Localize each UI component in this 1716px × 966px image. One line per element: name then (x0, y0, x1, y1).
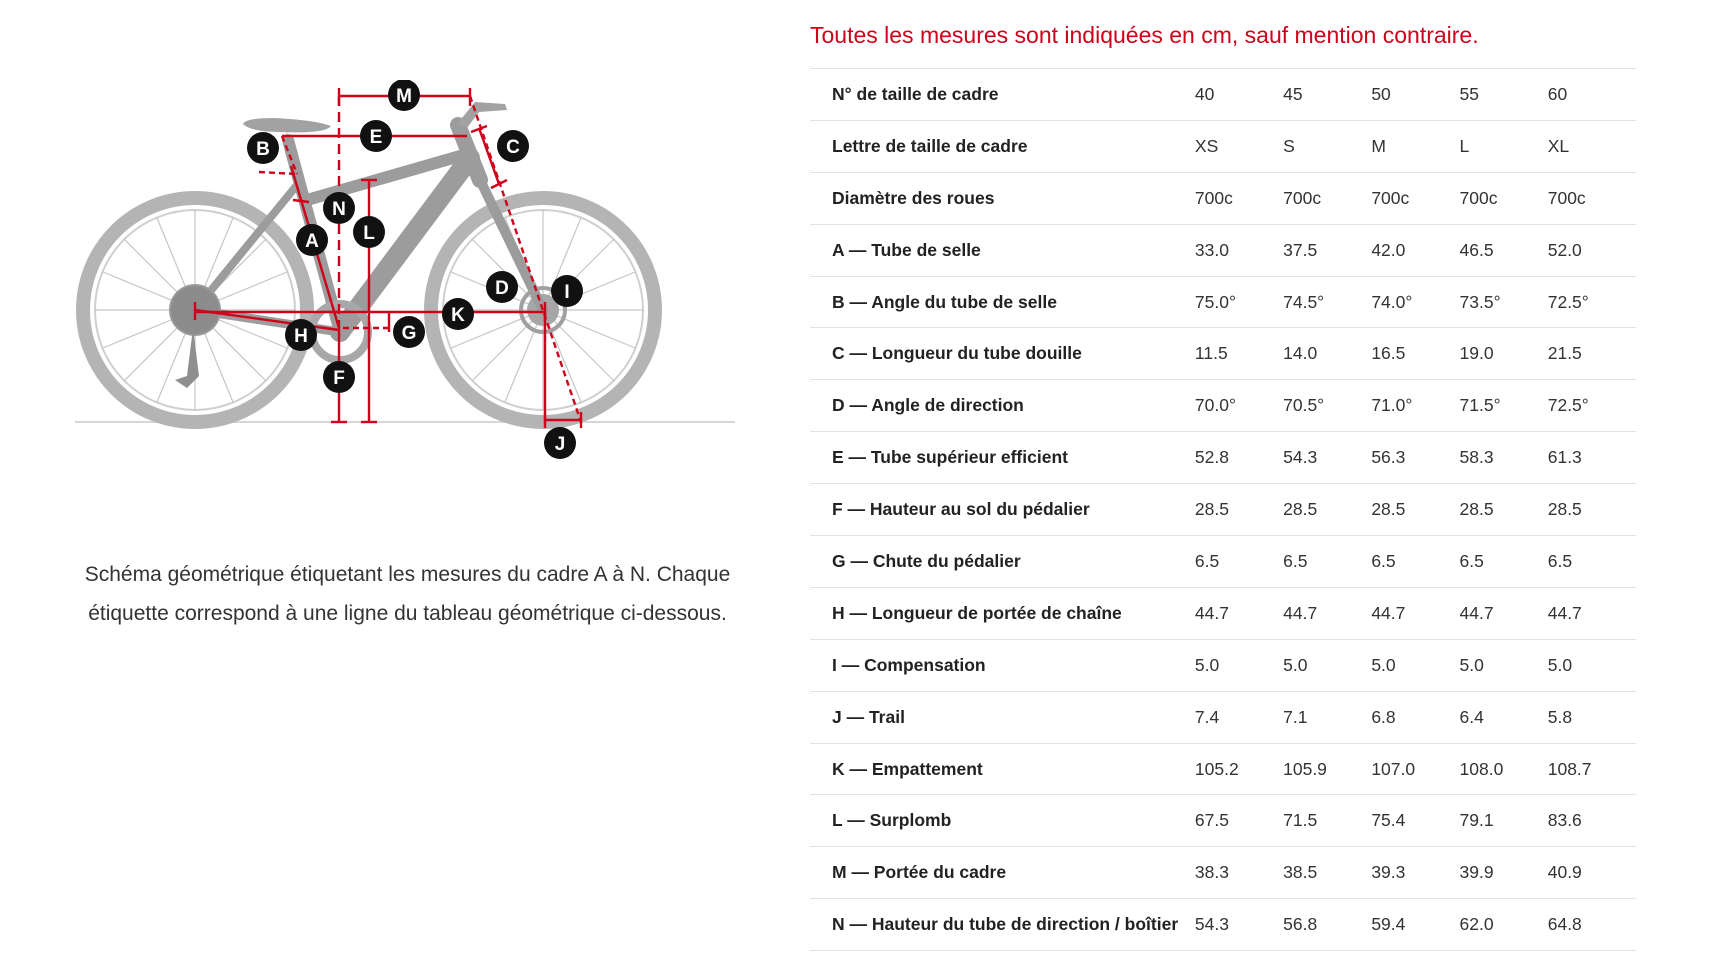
svg-text:J: J (554, 434, 566, 455)
table-cell: 54.3 (1194, 914, 1229, 935)
table-cell: 700c (1283, 187, 1322, 208)
row-label: E — Tube supérieur efficient (832, 447, 1068, 468)
table-cell: 700c (1194, 187, 1233, 208)
table-cell: XL (1547, 135, 1570, 156)
table-cell: 58.3 (1459, 447, 1494, 468)
table-row (810, 432, 1636, 484)
badge-h (285, 319, 317, 351)
bike-geometry-diagram (75, 80, 735, 520)
table-cell: 44.7 (1283, 602, 1318, 623)
table-cell: 16.5 (1371, 343, 1406, 364)
table-cell: 59.4 (1371, 914, 1406, 935)
table-cell: 39.3 (1371, 862, 1406, 883)
table-cell: 6.5 (1547, 550, 1573, 571)
table-cell: 105.2 (1194, 758, 1239, 779)
table-cell: 74.0° (1371, 291, 1413, 312)
badge-k (442, 298, 474, 330)
units-notice: Toutes les mesures sont indiquées en cm, sauf mention contraire. (810, 22, 1479, 48)
table-row (810, 69, 1636, 121)
table-cell: 21.5 (1547, 343, 1582, 364)
table-cell: L (1459, 135, 1470, 156)
row-label: B — Angle du tube de selle (832, 291, 1057, 312)
table-cell: 6.5 (1371, 550, 1396, 571)
table-row (810, 328, 1636, 380)
table-cell: 108.0 (1459, 758, 1504, 779)
table-cell: 38.5 (1283, 862, 1318, 883)
table-row (810, 484, 1636, 536)
table-cell: 28.5 (1547, 499, 1582, 520)
table-cell: 64.8 (1547, 914, 1582, 935)
table-cell: 5.0 (1194, 654, 1220, 675)
table-row (810, 224, 1636, 276)
row-label: D — Angle de direction (832, 395, 1024, 416)
badge-e (360, 120, 392, 152)
table-cell: 7.1 (1283, 706, 1308, 727)
svg-text:G: G (401, 323, 417, 344)
table-cell: 40 (1194, 83, 1215, 104)
table-cell: 44.7 (1371, 602, 1406, 623)
table-cell: 6.8 (1371, 706, 1396, 727)
diagram-panel (0, 0, 800, 966)
table-row (810, 691, 1636, 743)
svg-text:E: E (369, 127, 383, 148)
row-label: J — Trail (832, 706, 905, 727)
table-cell: 71.5° (1459, 395, 1501, 416)
table-cell: 56.3 (1371, 447, 1406, 468)
badge-b (247, 132, 279, 164)
table-cell: 38.3 (1194, 862, 1229, 883)
table-cell: 28.5 (1371, 499, 1406, 520)
table-cell: 56.8 (1283, 914, 1318, 935)
table-cell: 6.5 (1283, 550, 1308, 571)
table-cell: 28.5 (1194, 499, 1229, 520)
table-cell: 44.7 (1194, 602, 1229, 623)
table-cell: 50 (1371, 83, 1391, 104)
table-cell: 54.3 (1283, 447, 1318, 468)
table-cell: 6.5 (1459, 550, 1484, 571)
svg-text:K: K (451, 305, 465, 326)
table-cell: 28.5 (1283, 499, 1318, 520)
badge-m (388, 80, 420, 111)
geometry-table-body (810, 69, 1636, 951)
table-cell: 52.8 (1194, 447, 1229, 468)
table-row (810, 172, 1636, 224)
table-cell: 105.9 (1283, 758, 1327, 779)
table-cell: 42.0 (1371, 239, 1406, 260)
row-label: A — Tube de selle (832, 239, 981, 260)
table-cell: 6.4 (1459, 706, 1484, 727)
table-cell: 19.0 (1459, 343, 1494, 364)
table-cell: 44.7 (1547, 602, 1582, 623)
badge-l (353, 216, 385, 248)
table-cell: XS (1194, 135, 1219, 156)
row-label: N — Hauteur du tube de direction / boîtier (832, 914, 1179, 935)
table-cell: 108.7 (1547, 758, 1592, 779)
table-row (810, 639, 1636, 691)
table-cell: 28.5 (1459, 499, 1494, 520)
table-cell: 39.9 (1459, 862, 1494, 883)
handlebar (457, 102, 507, 128)
row-label: M — Portée du cadre (832, 862, 1007, 883)
table-row (810, 587, 1636, 639)
table-cell: 70.0° (1194, 395, 1236, 416)
svg-text:I: I (564, 282, 570, 303)
table-row (810, 276, 1636, 328)
row-label: H — Longueur de portée de chaîne (832, 602, 1122, 623)
row-label: I — Compensation (832, 654, 986, 675)
table-cell: S (1283, 135, 1295, 156)
table-cell: 7.4 (1194, 706, 1220, 727)
table-cell: 73.5° (1459, 291, 1501, 312)
table-cell: 6.5 (1194, 550, 1220, 571)
table-cell: 74.5° (1283, 291, 1325, 312)
table-cell: 72.5° (1547, 395, 1589, 416)
row-label: Diamètre des roues (832, 187, 995, 208)
table-cell: 40.9 (1547, 862, 1582, 883)
table-cell: 52.0 (1547, 239, 1582, 260)
table-cell: 5.0 (1459, 654, 1484, 675)
table-row (810, 795, 1636, 847)
svg-text:C: C (506, 137, 520, 158)
table-row (810, 120, 1636, 172)
table-cell: 5.0 (1283, 654, 1308, 675)
table-cell: 33.0 (1194, 239, 1229, 260)
table-cell: 61.3 (1547, 447, 1582, 468)
table-cell: 67.5 (1194, 810, 1229, 831)
table-cell: 75.0° (1194, 291, 1236, 312)
table-row (810, 743, 1636, 795)
geometry-table (810, 68, 1636, 951)
table-cell: 70.5° (1283, 395, 1325, 416)
table-cell: 107.0 (1371, 758, 1416, 779)
table-row (810, 847, 1636, 899)
row-label: G — Chute du pédalier (832, 550, 1021, 571)
table-cell: 62.0 (1459, 914, 1494, 935)
svg-text:B: B (256, 139, 270, 160)
table-cell: 46.5 (1459, 239, 1494, 260)
table-row (810, 380, 1636, 432)
table-cell: 55 (1459, 83, 1479, 104)
table-cell: 71.0° (1371, 395, 1413, 416)
svg-text:L: L (363, 223, 375, 244)
table-cell: 700c (1459, 187, 1498, 208)
badge-i (551, 275, 583, 307)
badge-d (486, 271, 518, 303)
table-cell: 5.0 (1547, 654, 1573, 675)
diagram-caption: Schéma géométrique étiquetant les mesures du cadre A à N. Chaque étiquette correspond à une ligne du tableau géométrique ci-dessous. (84, 563, 731, 625)
badge-g (393, 316, 425, 348)
svg-text:N: N (332, 199, 346, 220)
table-cell: 83.6 (1547, 810, 1582, 831)
badge-n (323, 192, 355, 224)
row-label: F — Hauteur au sol du pédalier (832, 499, 1090, 520)
badge-a (296, 224, 328, 256)
table-cell: 700c (1371, 187, 1410, 208)
svg-text:M: M (396, 86, 412, 107)
table-cell: 72.5° (1547, 291, 1589, 312)
table-cell: 11.5 (1194, 343, 1228, 364)
svg-text:H: H (294, 326, 308, 347)
badge-f (323, 361, 355, 393)
row-label: Lettre de taille de cadre (832, 135, 1028, 156)
svg-text:A: A (305, 231, 319, 252)
table-cell: 71.5 (1283, 810, 1318, 831)
table-row (810, 536, 1636, 588)
svg-text:F: F (333, 368, 345, 389)
row-label: L — Surplomb (832, 810, 952, 831)
table-cell: 44.7 (1459, 602, 1494, 623)
table-cell: 75.4 (1371, 810, 1406, 831)
table-row (810, 899, 1636, 951)
table-cell: 37.5 (1283, 239, 1318, 260)
table-cell: 45 (1283, 83, 1303, 104)
table-cell: 14.0 (1283, 343, 1318, 364)
table-cell: 5.0 (1371, 654, 1396, 675)
table-cell: 79.1 (1459, 810, 1494, 831)
saddle (243, 118, 331, 132)
table-cell: 700c (1547, 187, 1586, 208)
table-cell: 5.8 (1547, 706, 1573, 727)
row-label: C — Longueur du tube douille (832, 343, 1082, 364)
table-cell: M (1371, 135, 1386, 156)
badge-c (497, 130, 529, 162)
svg-text:D: D (495, 278, 509, 299)
row-label: K — Empattement (832, 758, 983, 779)
row-label: N° de taille de cadre (832, 83, 999, 104)
table-cell: 60 (1547, 83, 1568, 104)
badge-j (544, 427, 576, 459)
